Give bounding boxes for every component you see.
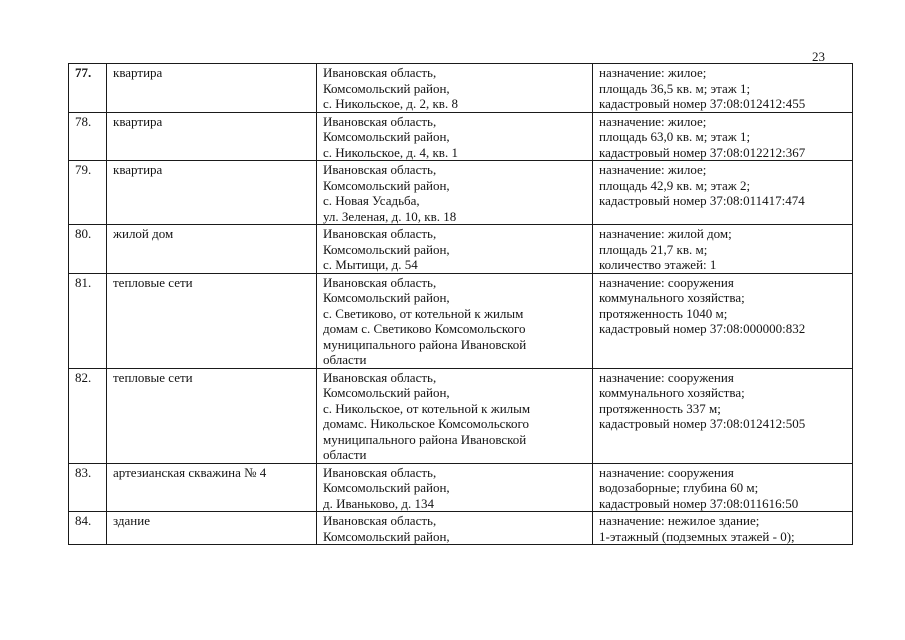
address-line: ул. Зеленая, д. 10, кв. 18 [323,208,457,224]
table-row [69,512,853,545]
table-row [69,112,853,161]
address-line: Ивановская область, [323,464,437,480]
page-number: 23 [812,49,825,64]
detail-line: площадь 63,0 кв. м; этаж 1; [599,129,751,144]
address-line: области [323,352,367,367]
address-line: Комсомольский район, [323,241,450,257]
row-number: 81. [69,273,107,368]
object-address [317,112,593,161]
row-number: 78. [69,112,107,161]
address-line: Ивановская область, [323,513,437,528]
address-line: области [323,447,367,462]
detail-line: водозаборные; глубина 60 м; [599,480,759,495]
object-address [317,512,593,545]
detail-line: 1-этажный (подземных этажей - 0); [599,528,795,544]
address-line: с. Никольское, от котельной к жилым [323,400,531,416]
row-number: 80. [69,225,107,274]
address-line: Комсомольский район, [323,528,450,544]
detail-line: протяженность 1040 м; [599,305,728,321]
object-name: квартира [107,112,317,161]
table-row [69,64,853,113]
address-line: с. Никольское, д. 2, кв. 8 [323,96,458,111]
object-details [593,368,853,463]
object-address [317,463,593,512]
address-line: д. Иваньково, д. 134 [323,495,434,511]
object-details [593,161,853,225]
object-name: жилой дом [107,225,317,274]
address-line: Комсомольский район, [323,385,450,400]
address-line: Ивановская область, [323,226,437,241]
address-line: Ивановская область, [323,113,437,129]
object-name: артезианская скважина № 4 [107,463,317,512]
address-line: с. Никольское, д. 4, кв. 1 [323,144,458,160]
address-line: Ивановская область, [323,65,437,80]
detail-line: коммунального хозяйства; [599,385,745,400]
address-line: домам с. Светиково Комсомольского [323,321,526,336]
object-address [317,225,593,274]
object-details [593,273,853,368]
detail-line: назначение: нежилое здание; [599,513,760,528]
address-line: Ивановская область, [323,369,437,385]
object-name: здание [107,512,317,545]
address-line: Комсомольский район, [323,290,450,305]
row-number: 84. [69,512,107,545]
detail-line: назначение: жилой дом; [599,226,732,241]
table-row [69,273,853,368]
object-name: тепловые сети [107,368,317,463]
object-details [593,112,853,161]
detail-line: назначение: жилое; [599,113,707,129]
object-address [317,273,593,368]
address-line: Комсомольский район, [323,480,450,495]
address-line: домамс. Никольское Комсомольского [323,416,530,431]
object-details [593,225,853,274]
detail-line: кадастровый номер 37:08:000000:832 [599,321,806,336]
detail-line: количество этажей: 1 [599,257,717,272]
detail-line: протяженность 337 м; [599,400,721,416]
address-line: Ивановская область, [323,274,437,290]
detail-line: кадастровый номер 37:08:011616:50 [599,495,799,511]
table-row [69,463,853,512]
address-line: Комсомольский район, [323,177,450,193]
object-details [593,64,853,113]
table-row [69,161,853,225]
object-address [317,64,593,113]
detail-line: площадь 36,5 кв. м; этаж 1; [599,80,751,96]
address-line: Ивановская область, [323,162,437,177]
detail-line: площадь 21,7 кв. м; [599,241,708,257]
detail-line: кадастровый номер 37:08:012412:505 [599,416,806,431]
detail-line: назначение: жилое; [599,162,707,177]
detail-line: назначение: сооружения [599,369,734,385]
detail-line: кадастровый номер 37:08:012412:455 [599,96,806,111]
object-address [317,368,593,463]
property-registry-table [68,63,853,545]
address-line: муниципального района Ивановской [323,431,527,447]
detail-line: назначение: жилое; [599,65,707,80]
address-line: с. Светиково, от котельной к жилым [323,305,524,321]
row-number: 77. [69,64,107,113]
object-name: квартира [107,64,317,113]
row-number: 83. [69,463,107,512]
address-line: с. Мытищи, д. 54 [323,257,418,272]
table-row [69,368,853,463]
address-line: Комсомольский район, [323,129,450,144]
object-address [317,161,593,225]
detail-line: коммунального хозяйства; [599,290,745,305]
detail-line: кадастровый номер 37:08:012212:367 [599,144,806,160]
detail-line: назначение: сооружения [599,464,734,480]
object-name: тепловые сети [107,273,317,368]
row-number: 79. [69,161,107,225]
table-row [69,225,853,274]
detail-line: кадастровый номер 37:08:011417:474 [599,193,805,208]
detail-line: площадь 42,9 кв. м; этаж 2; [599,177,751,193]
detail-line: назначение: сооружения [599,274,734,290]
address-line: с. Новая Усадьба, [323,193,420,208]
address-line: муниципального района Ивановской [323,336,527,352]
address-line: Комсомольский район, [323,80,450,96]
row-number: 82. [69,368,107,463]
object-details [593,512,853,545]
object-details [593,463,853,512]
object-name: квартира [107,161,317,225]
